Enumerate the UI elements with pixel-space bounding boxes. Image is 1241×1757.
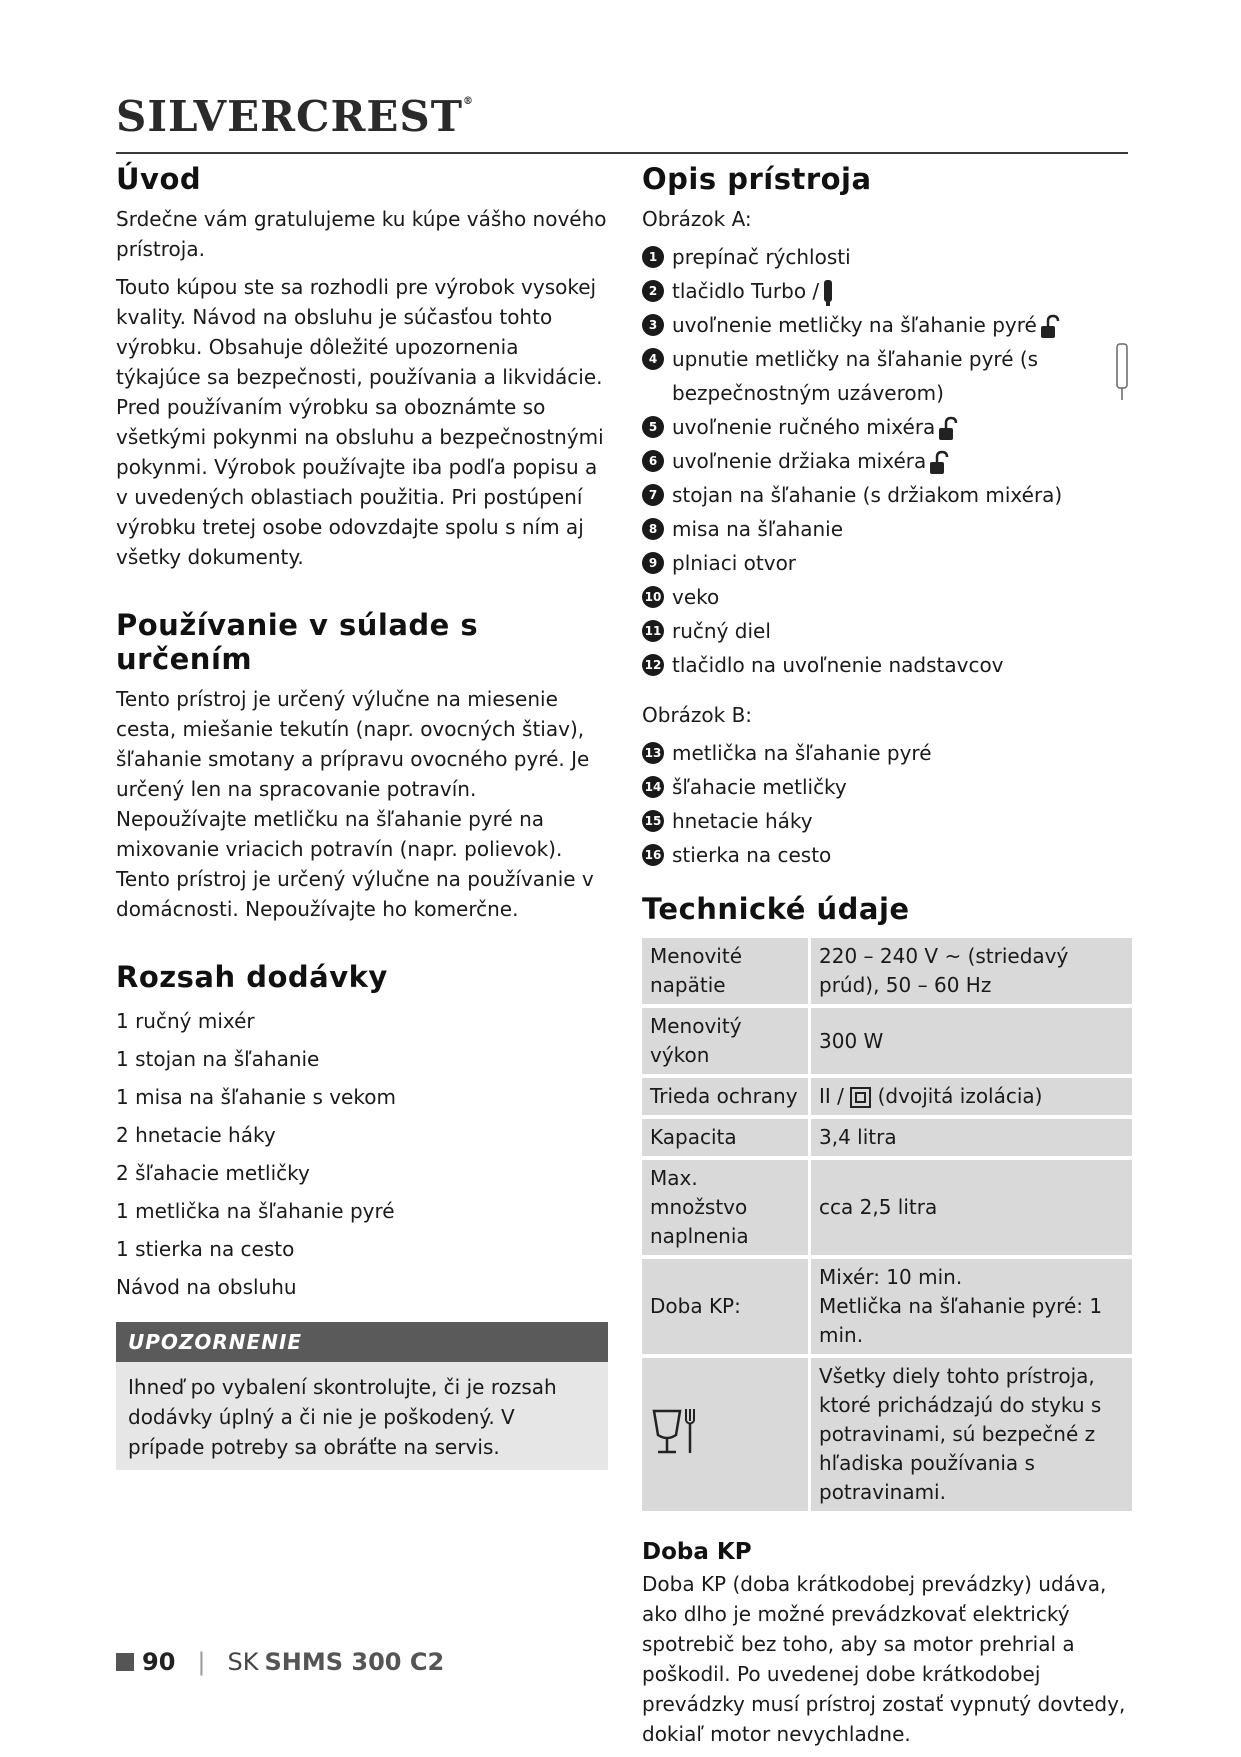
table-row: [642, 1259, 1132, 1354]
list-item: 2 hnetacie háky: [116, 1123, 276, 1147]
list-item: 2 šľahacie metličky: [116, 1161, 310, 1185]
part-label: misa na šľahanie: [672, 517, 844, 541]
lock-icon: [1110, 342, 1132, 402]
table-row: [642, 1119, 1132, 1156]
list-item: 1 stierka na cesto: [116, 1237, 295, 1261]
part-number-icon: 5: [642, 416, 664, 438]
part-number-icon: 1: [642, 246, 664, 268]
left-column: [116, 162, 608, 1470]
list-item: [642, 648, 1132, 682]
intro-p2: Touto kúpou ste sa rozhodli pre výrobok vysokej kvality. Návod na obsluhu je súčasťou tohto výrobku. Obsahuje dôležité upozornenia týkajúce sa bezpečnosti, používania a likvidácie. Pred používaním výrobku sa oboznámte so všetkými pokynmi na obsluhu a bezpečnostnými pokynmi. Výrobok používajte iba podľa popisu a v uvedených oblastiach použitia. Pri postúpení výrobku tretej osobe odovzdajte spolu s ním aj všetky dokumenty.: [116, 275, 604, 569]
food-safe-icon-cell: [642, 1358, 811, 1511]
part-label: veko: [672, 585, 720, 609]
warning-box: [116, 1322, 608, 1470]
part-number-icon: 3: [642, 314, 664, 336]
part-number-icon: 13: [642, 742, 664, 764]
part-label: stierka na cesto: [672, 843, 832, 867]
list-item: [642, 546, 1132, 580]
part-label: tlačidlo Turbo /: [672, 279, 820, 303]
footer-square-icon: [116, 1653, 134, 1671]
fig-a-label: Obrázok A:: [642, 207, 752, 231]
part-number-icon: 10: [642, 586, 664, 608]
list-item: 1 misa na šľahanie s vekom: [116, 1085, 396, 1109]
intro-section: [116, 162, 608, 572]
part-number-icon: 14: [642, 776, 664, 798]
usage-p1: Tento prístroj je určený výlučne na miesenie cesta, miešanie tekutín (napr. ovocných štiav), šľahanie smotany a prípravu ovocného pyré. Je určený len na spracovanie potravín. Nepoužívajte metličku na šľahanie pyré na mixovanie vriacich potravín (napr. polievok). Tento prístroj je určený výlučne na používanie v domácnosti. Nepoužívajte ho komerčne.: [116, 687, 594, 921]
class-key: Trieda ochrany: [642, 1078, 811, 1115]
desc-title: Opis prístroja: [642, 162, 872, 196]
list-item: Návod na obsluhu: [116, 1275, 297, 1299]
double-insulation-icon: [850, 1087, 871, 1108]
kp-paragraph: Doba KP (doba krátkodobej prevádzky) udáva, ako dlho je možné prevádzkovať elektrický spotrebič bez toho, aby sa motor prehrial a poškodil. Po uvedenej dobe krátkodobej prevádzky musí prístroj zostať vypnutý dovtedy, dokiaľ motor nevychladne.: [642, 1572, 1126, 1746]
kp-key: Doba KP:: [642, 1259, 811, 1354]
table-row: [642, 1078, 1132, 1115]
part-label: uvoľnenie držiaka mixéra: [672, 449, 927, 473]
right-column: [642, 162, 1132, 1757]
power-value: 300 W: [811, 1008, 1132, 1074]
power-key: Menovitý výkon: [642, 1008, 811, 1074]
tech-title: Technické údaje: [642, 892, 910, 926]
list-item: 1 ručný mixér: [116, 1009, 255, 1033]
language-code: SK: [227, 1648, 259, 1676]
lock-icon: [1037, 308, 1063, 342]
tech-table: [642, 934, 1132, 1515]
kp-value: Mixér: 10 min. Metlička na šľahanie pyré: 1 min.: [811, 1259, 1132, 1354]
part-number-icon: 2: [642, 280, 664, 302]
usage-section: [116, 608, 608, 924]
part-label: stojan na šľahanie (s držiakom mixéra): [672, 483, 1063, 507]
part-label: metlička na šľahanie pyré: [672, 741, 932, 765]
lock-icon: [926, 444, 952, 478]
model-number: SHMS 300 C2: [264, 1648, 445, 1676]
list-item: [642, 770, 1132, 804]
kp-title: Doba KP: [642, 1539, 752, 1565]
list-item: [642, 478, 1132, 512]
list-item: [642, 512, 1132, 546]
part-number-icon: 16: [642, 844, 664, 866]
list-item: [642, 240, 1132, 274]
table-row: [642, 1160, 1132, 1255]
part-label: ručný diel: [672, 619, 771, 643]
page-number: 90: [142, 1648, 176, 1676]
intro-p1: Srdečne vám gratulujeme ku kúpe vášho nového prístroja.: [116, 207, 607, 261]
lock-icon: [935, 410, 961, 444]
fill-value: cca 2,5 litra: [811, 1160, 1132, 1255]
part-number-icon: 12: [642, 654, 664, 676]
warning-head: UPOZORNENIE: [116, 1322, 608, 1362]
voltage-key: Menovité napätie: [642, 938, 811, 1004]
food-safe-icon: [650, 1405, 700, 1457]
list-item: [642, 410, 1132, 444]
voltage-value: 220 – 240 V ~ (striedavý prúd), 50 – 60 Hz: [811, 938, 1132, 1004]
table-row: [642, 1358, 1132, 1511]
table-row: [642, 938, 1132, 1004]
part-label: prepínač rýchlosti: [672, 245, 851, 269]
part-label: šľahacie metličky: [672, 775, 847, 799]
list-item: [642, 342, 1132, 410]
part-label: plniaci otvor: [672, 551, 797, 575]
turbo-icon: [819, 274, 835, 308]
warning-body: Ihneď po vybalení skontrolujte, či je rozsah dodávky úplný a či nie je poškodený. V prípade potreby sa obráťte na servis.: [128, 1375, 557, 1459]
part-number-icon: 4: [642, 348, 664, 370]
part-label: uvoľnenie ručného mixéra: [672, 415, 936, 439]
list-item: [642, 580, 1132, 614]
capacity-key: Kapacita: [642, 1119, 811, 1156]
part-number-icon: 15: [642, 810, 664, 832]
list-item: [642, 444, 1132, 478]
food-safe-value: Všetky diely tohto prístroja, ktoré prichádzajú do styku s potravinami, sú bezpečné z hľadiska používania s potravinami.: [811, 1358, 1132, 1511]
parts-list-a: [642, 240, 1132, 682]
parts-list-b: [642, 736, 1132, 872]
part-label: upnutie metličky na šľahanie pyré (s bezpečnostným uzáverom): [672, 347, 1039, 405]
table-row: [642, 1008, 1132, 1074]
list-item: 1 metlička na šľahanie pyré: [116, 1199, 395, 1223]
scope-list: [116, 1002, 608, 1306]
list-item: [642, 838, 1132, 872]
intro-title: Úvod: [116, 162, 202, 196]
list-item: [642, 804, 1132, 838]
fig-b-label: Obrázok B:: [642, 703, 753, 727]
part-number-icon: 11: [642, 620, 664, 642]
list-item: [642, 736, 1132, 770]
part-label: hnetacie háky: [672, 809, 813, 833]
header-rule: [116, 152, 1128, 154]
part-number-icon: 8: [642, 518, 664, 540]
brand-logo: SILVERCREST®: [116, 92, 474, 141]
usage-title: Používanie v súlade s určením: [116, 608, 479, 676]
scope-section: [116, 960, 608, 1470]
list-item: [642, 614, 1132, 648]
list-item: [642, 274, 1132, 308]
part-number-icon: 9: [642, 552, 664, 574]
footer-separator: |: [197, 1648, 206, 1676]
part-number-icon: 7: [642, 484, 664, 506]
part-number-icon: 6: [642, 450, 664, 472]
list-item: 1 stojan na šľahanie: [116, 1047, 320, 1071]
part-label: tlačidlo na uvoľnenie nadstavcov: [672, 653, 1004, 677]
fill-key: Max. množstvo naplnenia: [642, 1160, 811, 1255]
class-value: II / (dvojitá izolácia): [811, 1078, 1132, 1115]
part-label: uvoľnenie metličky na šľahanie pyré: [672, 313, 1037, 337]
page-footer: [116, 1648, 444, 1676]
scope-title: Rozsah dodávky: [116, 960, 388, 994]
list-item: [642, 308, 1132, 342]
capacity-value: 3,4 litra: [811, 1119, 1132, 1156]
